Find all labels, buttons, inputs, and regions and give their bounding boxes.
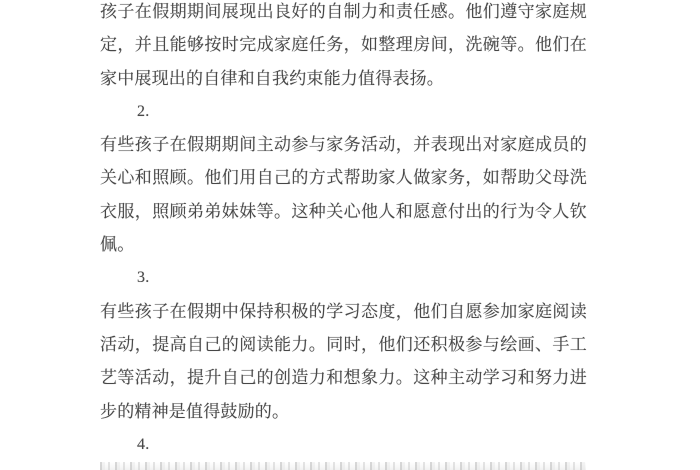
section-number-3: 3.	[137, 269, 150, 287]
cutoff-text-line	[100, 462, 586, 470]
section-number-4: 4.	[137, 435, 150, 453]
section-number-2: 2.	[137, 102, 150, 120]
paragraph-2: 有些孩子在假期期间主动参与家务活动，并表现出对家庭成员的关心和照顾。他们用自己的方式帮助家人做家务，如帮助父母洗衣服，照顾弟弟妹妹等。这种关心他人和愿意付出的行为令人钦佩。	[100, 135, 587, 255]
paragraph-1-continuation: 孩子在假期期间展现出良好的自制力和责任感。他们遵守家庭规定，并且能够按时完成家庭任务，如整理房间，洗碗等。他们在家中展现出的自律和自我约束能力值得表扬。	[100, 2, 587, 88]
paragraph-3: 有些孩子在假期中保持积极的学习态度，他们自愿参加家庭阅读活动，提高自己的阅读能力。同时，他们还积极参与绘画、手工艺等活动，提升自己的创造力和想象力。这种主动学习和努力进步的精神是值得鼓励的。	[100, 301, 587, 421]
document-text-column	[100, 0, 587, 461]
